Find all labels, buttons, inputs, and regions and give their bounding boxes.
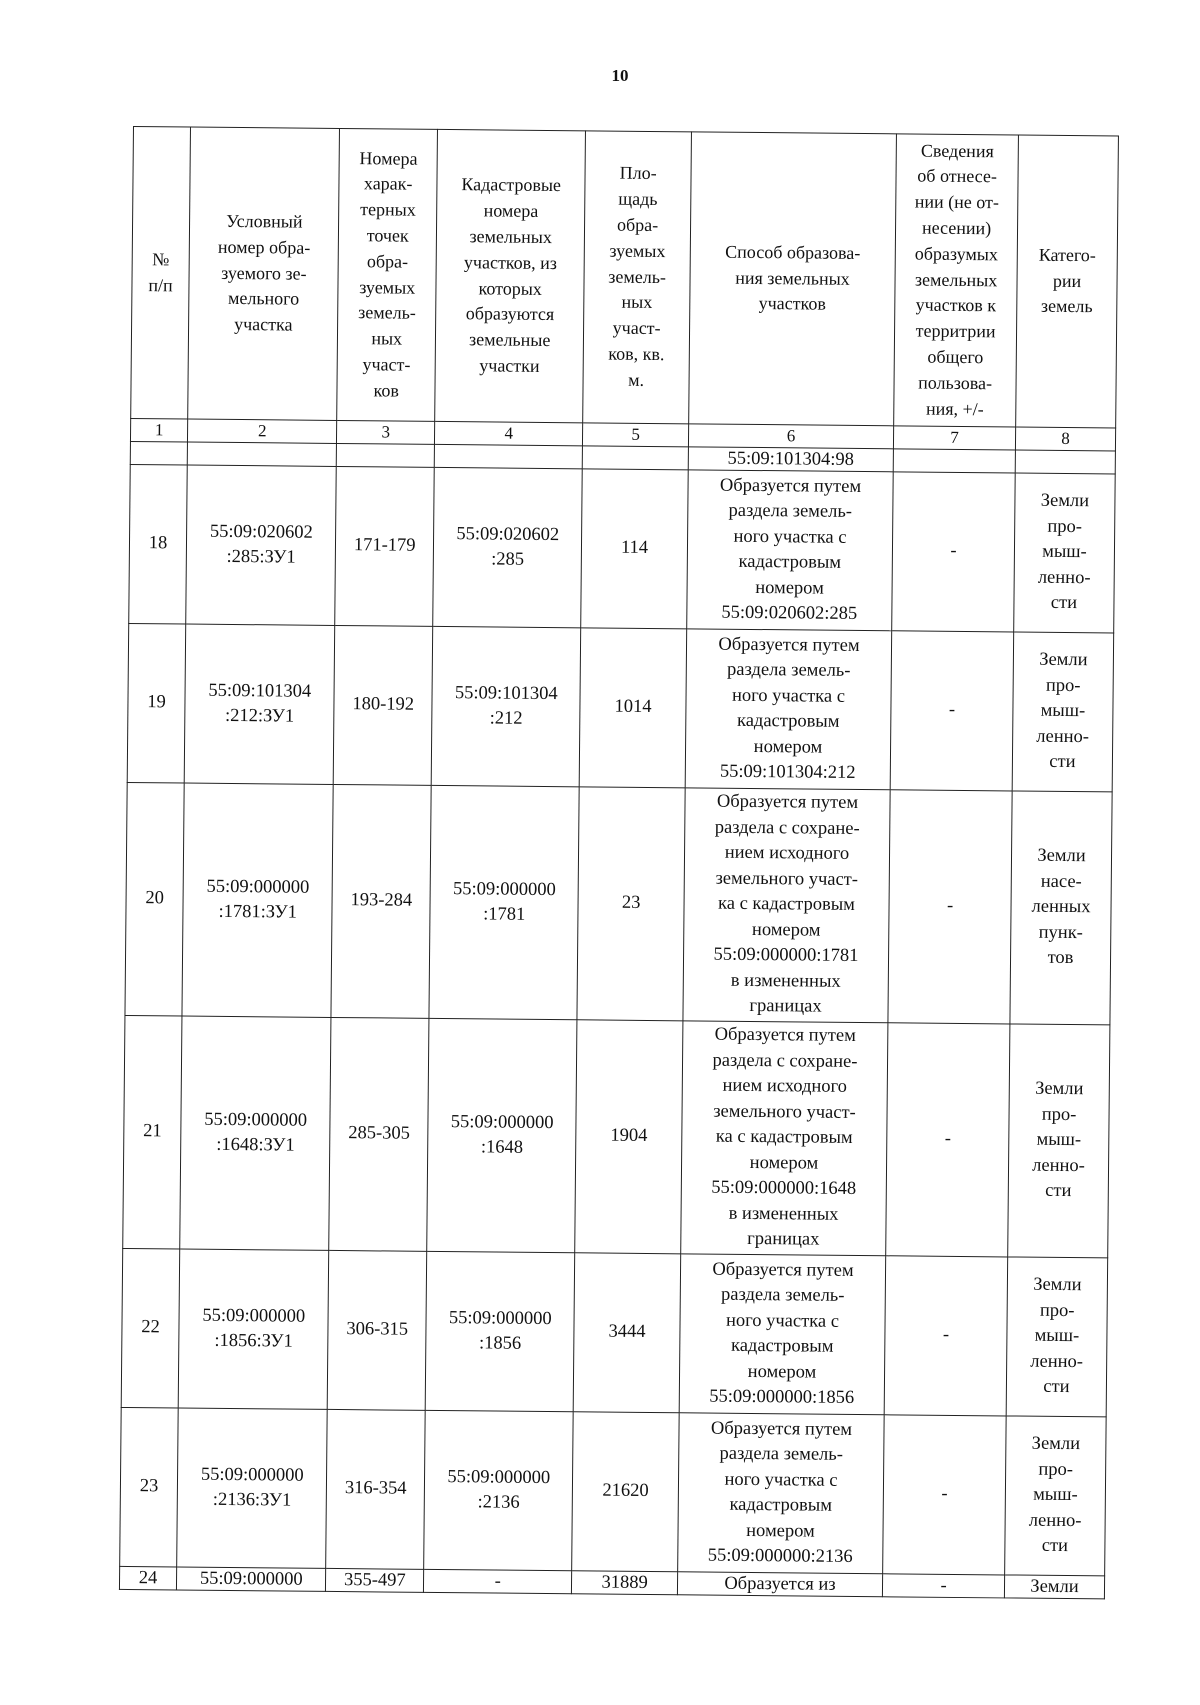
header-source-cadastral-line: Кадастровые [461, 174, 562, 196]
row-number-cell: 19 [127, 623, 186, 783]
row-number-cell: 20 [125, 782, 184, 1016]
cell-empty [337, 443, 435, 467]
category-cell-line: сти [1050, 593, 1078, 614]
row-number-cell: 23 [120, 1407, 179, 1567]
column-number-cell: 2 [188, 419, 338, 443]
header-source-cadastral-line: земельные [468, 329, 551, 351]
method-cell [677, 1572, 883, 1597]
points-cell: 306-315 [328, 1250, 427, 1410]
row-number-cell: 24 [119, 1566, 176, 1590]
method-cell-line: ного участка с [724, 1469, 838, 1491]
row-number-cell: 18 [129, 464, 188, 624]
category-cell-line: ленно- [1030, 1351, 1084, 1372]
conditional-number-cell [177, 1567, 327, 1591]
header-area-line: ков, кв. [608, 343, 665, 365]
cell-empty [583, 446, 689, 470]
conditional-number-cell [186, 465, 337, 625]
source-cadastral-cell [429, 785, 579, 1019]
category-cell-line: про- [1045, 675, 1081, 696]
method-cell-line: нием исходного [722, 1075, 848, 1098]
header-points [337, 128, 438, 421]
header-category [1016, 135, 1119, 428]
category-cell [1010, 791, 1112, 1025]
method-cell-line: Образуется путем [712, 1259, 854, 1281]
public-use-cell: - [890, 631, 1013, 791]
page-number: 10 [611, 66, 629, 85]
header-source-cadastral-line: образуются [465, 303, 555, 325]
area-cell: 21620 [572, 1412, 679, 1572]
category-cell [1008, 1024, 1110, 1258]
method-cell-line: раздела с сохране- [712, 1050, 858, 1072]
method-cell-line: 55:09:020602:285 [721, 602, 858, 624]
source-cadastral-cell-line: :1781 [483, 904, 526, 925]
conditional-number-cell [180, 1016, 332, 1250]
source-cadastral-cell-line: 55:09:000000 [452, 878, 556, 900]
source-cadastral-cell-line: :212 [489, 708, 523, 729]
header-method-line: участков [758, 293, 826, 315]
table-row [129, 464, 1115, 632]
header-points-line: харак- [363, 173, 413, 194]
points-cell: 171-179 [335, 466, 434, 626]
method-cell [677, 1413, 884, 1574]
source-cadastral-cell [424, 1569, 572, 1593]
public-use-cell: - [883, 1574, 1005, 1598]
method-cell-line: кадастровым [730, 1335, 834, 1357]
column-number-cell: 1 [130, 418, 187, 442]
method-cell-line: Образуется из [724, 1573, 836, 1595]
method-cell-line: номером [749, 1152, 819, 1174]
header-area-line: зуемых [609, 240, 666, 261]
category-cell-line: сти [1045, 1181, 1072, 1202]
conditional-number-cell-line: :1856:ЗУ1 [214, 1330, 293, 1352]
header-conditional-number [188, 127, 340, 420]
method-cell-line: ка с кадастровым [717, 893, 856, 916]
column-number-cell: 5 [583, 423, 689, 447]
header-points-line: земель- [358, 302, 416, 324]
cell-empty [893, 449, 1015, 473]
header-public-use-line: об отнесе- [917, 165, 997, 187]
conditional-number-cell [177, 1408, 328, 1568]
header-area-line: м. [628, 369, 645, 390]
header-points-line: участ- [362, 354, 411, 375]
cell-empty [434, 444, 582, 468]
header-conditional-number-line: номер обра- [217, 236, 311, 258]
header-row [131, 127, 1119, 428]
category-cell-line: Земли [1039, 649, 1088, 671]
points-cell: 180-192 [334, 625, 433, 785]
source-cadastral-cell-line: 55:09:000000 [450, 1111, 554, 1133]
category-cell-line: ленных [1031, 896, 1091, 918]
method-cell-line: Образуется путем [718, 634, 860, 656]
category-cell-line: сти [1043, 1377, 1070, 1398]
area-cell: 23 [577, 787, 685, 1021]
header-category-line: рии [1052, 270, 1082, 291]
category-cell-line: Земли [1037, 845, 1086, 867]
method-cell-line: 55:09:000000:1781 [713, 944, 859, 967]
header-area-line: щадь [618, 188, 658, 210]
header-area-line: участ- [612, 317, 661, 339]
category-cell-line: Земли [1030, 1576, 1079, 1598]
method-cell-line: Образуется путем [710, 1418, 853, 1440]
column-number-cell: 6 [688, 424, 894, 449]
method-cell-line: кадастровым [738, 551, 842, 573]
header-method-line: Способ образова- [725, 241, 861, 263]
method-cell-line: раздела земель- [719, 1443, 844, 1465]
area-cell: 1904 [575, 1020, 683, 1254]
column-number-cell: 8 [1015, 427, 1115, 451]
method-cell-line: номером [746, 1520, 815, 1542]
conditional-number-cell-line: :1781:ЗУ1 [218, 901, 298, 923]
method-cell [686, 470, 893, 631]
method-cell-line: кадастровым [729, 1494, 833, 1516]
public-use-cell: - [888, 790, 1012, 1024]
category-cell-line: ленно- [1028, 1510, 1082, 1531]
method-cell [679, 1254, 886, 1415]
category-cell-line: про- [1038, 1459, 1074, 1480]
category-cell-line: мыш- [1034, 1325, 1080, 1347]
area-cell: 1014 [580, 628, 687, 788]
method-cell-line: ного участка с [731, 685, 846, 707]
conditional-number-cell-line: :2136:ЗУ1 [212, 1489, 292, 1511]
area-cell: 3444 [574, 1253, 681, 1413]
header-area-line: Пло- [619, 163, 657, 184]
header-points-line: точек [366, 225, 409, 246]
category-cell-line: Земли [1033, 1274, 1082, 1296]
header-source-cadastral-line: номера [483, 200, 539, 222]
land-plots-table [119, 126, 1119, 1599]
header-points-line: ных [371, 328, 403, 349]
category-cell-line: ленно- [1036, 726, 1090, 747]
conditional-number-cell-line: 55:09:000000 [200, 1464, 304, 1486]
method-cell-line: раздела земель- [728, 500, 853, 522]
category-cell-line: мыш- [1042, 541, 1087, 563]
method-cell-line: 55:09:000000:1856 [709, 1386, 855, 1408]
header-conditional-number-line: зуемого зе- [221, 262, 307, 284]
points-cell: 285-305 [329, 1017, 429, 1251]
category-cell-line: Земли [1035, 1078, 1084, 1100]
category-cell-line: ленно- [1032, 1155, 1085, 1176]
table-row [125, 782, 1112, 1024]
category-cell [1012, 632, 1114, 792]
header-category-line: земель [1040, 296, 1093, 317]
method-cell-line: кадастровым [736, 710, 840, 732]
category-cell-line: Земли [1040, 490, 1090, 512]
category-cell-line: мыш- [1036, 1129, 1082, 1151]
method-cell [685, 629, 892, 790]
column-number-cell: 3 [337, 420, 435, 444]
header-public-use-line: нии (не от- [914, 191, 1000, 213]
public-use-cell: - [892, 472, 1015, 632]
source-cadastral-cell-line: :2136 [477, 1492, 520, 1513]
header-conditional-number-line: мельного [227, 288, 300, 309]
category-cell [1004, 1575, 1104, 1599]
method-cell [680, 1021, 888, 1256]
source-cadastral-cell-line: 55:09:101304 [454, 682, 558, 704]
source-cadastral-cell-line: 55:09:020602 [456, 523, 560, 545]
method-cell-line: ного участка с [725, 1310, 840, 1332]
category-cell-line: про- [1047, 516, 1083, 537]
header-points-line: ков [373, 380, 400, 401]
method-cell-line: 55:09:101304:212 [719, 761, 856, 783]
header-public-use [894, 134, 1019, 427]
conditional-number-cell-line: 55:09:000000 [206, 876, 310, 898]
category-cell [1006, 1257, 1108, 1417]
method-cell-line: земельного участ- [715, 868, 859, 890]
source-cadastral-cell-line: - [494, 1571, 501, 1592]
header-public-use-line: Сведения [920, 140, 994, 161]
source-cadastral-cell-line: :285 [491, 549, 525, 570]
header-source-cadastral-line: которых [478, 277, 542, 299]
header-public-use-line: участков к [915, 294, 997, 316]
table-row [121, 1248, 1107, 1416]
header-area-line: обра- [616, 214, 659, 236]
source-cadastral-cell [431, 626, 581, 786]
header-source-cadastral-line: участки [479, 355, 540, 376]
category-cell-line: сти [1041, 1536, 1069, 1557]
column-number-cell: 4 [435, 421, 583, 445]
method-cell-line: 55:09:000000:1648 [711, 1177, 857, 1200]
source-cadastral-cell-line: :1856 [478, 1333, 522, 1354]
header-method [688, 132, 896, 426]
table-row [127, 623, 1113, 791]
method-cell-line: раздела земель- [726, 659, 851, 681]
category-cell [1014, 473, 1116, 633]
source-cadastral-cell [425, 1251, 575, 1411]
method-cell-line: номером [747, 1361, 817, 1383]
method-cell-line: раздела с сохране- [714, 817, 860, 839]
conditional-number-cell-line: :1648:ЗУ1 [216, 1134, 295, 1156]
conditional-number-cell-line: 55:09:020602 [209, 521, 313, 543]
header-number-line: п/п [148, 274, 173, 295]
header-public-use-line: территрии [915, 320, 996, 342]
header-source-cadastral-line: земельных [469, 226, 553, 247]
header-area-line: земель- [608, 266, 667, 287]
header-points-line: обра- [366, 250, 409, 272]
method-cell-line: номером [751, 919, 821, 941]
header-category-line: Катего- [1038, 244, 1096, 266]
area-cell: 114 [581, 469, 688, 629]
conditional-number-cell-line: :285:ЗУ1 [226, 546, 296, 568]
row-number-cell: 21 [123, 1015, 182, 1249]
source-cadastral-cell [427, 1018, 577, 1252]
source-cadastral-cell-line: 55:09:000000 [448, 1307, 552, 1329]
source-cadastral-cell-line: :1648 [480, 1137, 524, 1158]
category-cell-line: Земли [1031, 1433, 1081, 1455]
category-cell-line: мыш- [1040, 700, 1086, 722]
header-source-cadastral-line: участков, из [463, 251, 558, 273]
method-cell-line: номером [755, 577, 824, 599]
category-cell [1005, 1416, 1107, 1576]
method-cell-line: номером [753, 736, 823, 758]
column-number-cell: 7 [894, 426, 1016, 450]
source-cadastral-cell-line: 55:09:000000 [447, 1466, 551, 1488]
table-row [120, 1407, 1106, 1575]
continuation-method-cell: 55:09:101304:98 [688, 447, 894, 472]
points-cell: 316-354 [326, 1409, 425, 1569]
method-cell-line: границах [749, 996, 822, 1017]
header-public-use-line: общего [927, 346, 984, 368]
header-source-cadastral [435, 129, 586, 422]
category-cell-line: насе- [1040, 871, 1082, 892]
category-cell-line: сти [1049, 752, 1076, 773]
method-cell-line: Образуется путем [714, 1024, 856, 1047]
category-cell-line: про- [1041, 1104, 1077, 1125]
method-cell [683, 788, 891, 1023]
header-points-line: терных [360, 199, 416, 220]
header-number-line: № [152, 248, 170, 270]
method-cell-line: 55:09:000000:2136 [707, 1545, 853, 1567]
method-cell-line: земельного участ- [713, 1101, 856, 1123]
header-public-use-line: несении) [921, 217, 992, 239]
conditional-number-cell-line: 55:09:000000 [202, 1305, 306, 1327]
cell-empty [187, 442, 337, 466]
conditional-number-cell-line: 55:09:000000 [204, 1109, 308, 1131]
header-area [583, 131, 691, 424]
method-cell-line: Образуется путем [716, 791, 859, 814]
conditional-number-cell [184, 624, 335, 784]
method-cell-line: в измененных [730, 970, 841, 992]
points-cell: 355-497 [326, 1568, 424, 1592]
points-cell: 193-284 [331, 784, 431, 1018]
header-conditional-number-line: Условный [226, 210, 303, 232]
conditional-number-cell-line: :212:ЗУ1 [224, 705, 295, 727]
cell-empty [1015, 450, 1115, 474]
method-cell-line: ного участка с [733, 526, 847, 548]
category-cell-line: пунк- [1038, 922, 1083, 943]
public-use-cell: - [886, 1023, 1010, 1257]
source-cadastral-cell [433, 467, 583, 627]
method-cell-line: ка с кадастровым [715, 1126, 853, 1149]
row-number-cell: 22 [121, 1248, 180, 1408]
header-public-use-line: земельных [914, 269, 998, 290]
header-public-use-line: ния, +/- [925, 398, 984, 419]
public-use-cell: - [883, 1415, 1006, 1575]
conditional-number-cell [182, 783, 334, 1017]
public-use-cell: - [884, 1256, 1007, 1416]
header-area-line: ных [621, 292, 653, 313]
conditional-number-cell-line: 55:09:101304 [208, 680, 312, 702]
header-conditional-number-line: участка [234, 314, 293, 335]
header-public-use-line: пользова- [918, 372, 993, 394]
cell-empty [130, 441, 187, 465]
header-points-line: зуемых [359, 276, 416, 298]
category-cell-line: про- [1039, 1300, 1075, 1321]
method-cell-line: Образуется путем [719, 475, 862, 497]
category-cell-line: ленно- [1037, 567, 1091, 588]
category-cell-line: мыш- [1033, 1484, 1078, 1506]
header-method-line: ния земельных [735, 267, 850, 289]
header-points-line: Номера [359, 147, 418, 169]
header-number [131, 127, 191, 420]
method-cell-line: раздела земель- [720, 1284, 845, 1306]
conditional-number-cell [178, 1249, 329, 1409]
area-cell: 31889 [572, 1571, 678, 1595]
conditional-number-cell-line: 55:09:000000 [199, 1568, 303, 1590]
method-cell-line: границах [747, 1229, 820, 1250]
header-public-use-line: образумых [914, 243, 999, 265]
method-cell-line: нием исходного [724, 842, 850, 865]
method-cell-line: в измененных [728, 1203, 839, 1225]
source-cadastral-cell [424, 1410, 574, 1570]
category-cell-line: тов [1047, 948, 1074, 969]
table-row [123, 1015, 1110, 1257]
